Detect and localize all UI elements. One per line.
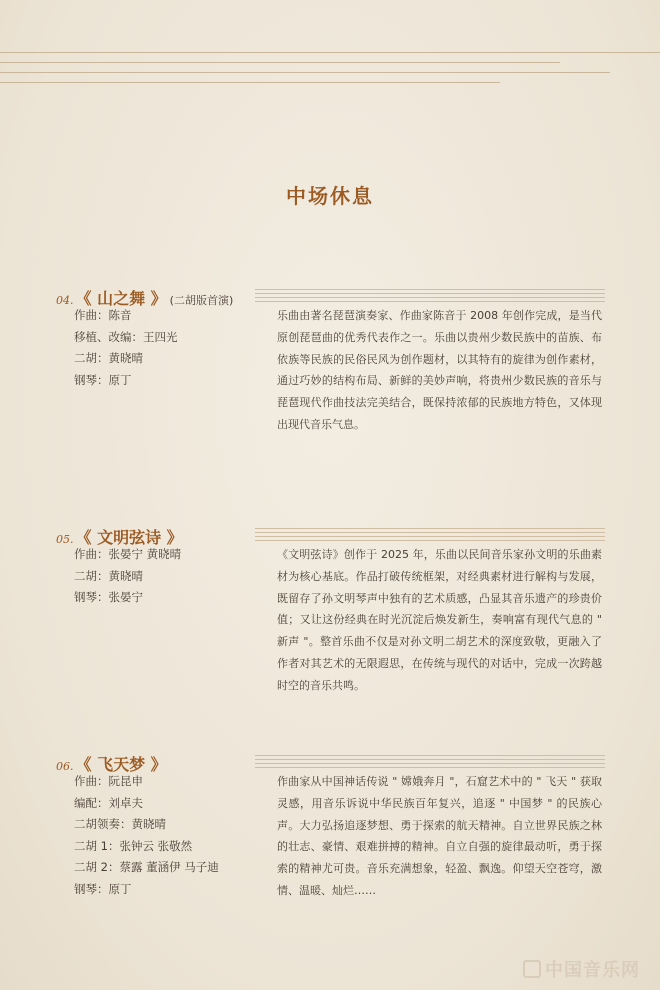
piece-credits [74, 771, 219, 900]
watermark-logo-icon [523, 960, 541, 978]
watermark [523, 956, 640, 982]
credit-line: 作曲：阮昆申 [74, 774, 143, 788]
credit-line: 钢琴：原丁 [74, 881, 132, 896]
piece-description: 《文明弦诗》创作于 2025 年，乐曲以民间音乐家孙文明的乐曲素材为核心基底。作品打破传统框架，对经典素材进行解构与发展，既留存了孙文明琴声中独有的艺术质感，凸显其音乐遗产的珍贵价值；又让这份经典在时光沉淀后焕发新生，奏响富有现代气息的 " 新声 "。整首乐曲不仅是对孙文明二胡艺术的深度致敬，更融入了作者对其艺术的无限遐思，在传统与现代的对话中，完成一次跨越时空的音乐共鸣。 [277, 548, 602, 692]
credit-line: 二胡领奏：黄晓晴 [74, 817, 166, 831]
piece-description: 乐曲由著名琵琶演奏家、作曲家陈音于 2008 年创作完成，是当代原创琵琶曲的优秀代表作之一。乐曲以贵州少数民族中的苗族、布依族等民族的民俗民风为创作题材，以其特有的旋律为创作素材，通过巧妙的结构布局、新鲜的美妙声响，将贵州少数民族的音乐与琵琶现代作曲技法完美结合，既保持浓郁的民族地方特色，又体现出现代音乐气息。 [277, 309, 602, 431]
piece-credits [74, 305, 178, 391]
credit-line: 二胡 2：蔡露 董涵伊 马子迪 [74, 860, 219, 874]
piece-title: 《 飞天梦 》 [75, 755, 167, 774]
piece-number: 04. [56, 294, 74, 307]
credit-line: 作曲：张晏宁 黄晓晴 [74, 547, 182, 561]
piece-title: 《 文明弦诗 》 [75, 528, 183, 547]
piece-description: 作曲家从中国神话传说 " 嫦娥奔月 "，石窟艺术中的 " 飞天 " 获取灵感，用音乐诉说中华民族百年复兴，追逐 " 中国梦 " 的民族心声。大力弘扬追逐梦想、勇于探索的航天精神。自立世界民族之林的壮志、豪情、艰难拼搏的精神。自立自强的旋律最动听，勇于探索的精神尤可贵。音乐充满想象，轻盈、飘逸。仰望天空苍穹，激情、温暖、灿烂…… [277, 775, 602, 897]
credit-line: 二胡：黄晓晴 [74, 568, 143, 583]
piece-number: 06. [56, 760, 74, 773]
watermark-text: 中国音乐网 [545, 960, 640, 981]
section-title: 中场休息 [286, 184, 374, 208]
credit-line: 钢琴：原丁 [74, 372, 132, 387]
piece-note: (二胡版首演) [169, 294, 234, 307]
credit-line: 二胡 1：张钟云 张敬然 [74, 838, 193, 853]
piece-credits [74, 544, 181, 609]
credit-line: 移植、改编：王四光 [74, 329, 178, 344]
credit-line: 编配：刘卓夫 [74, 795, 143, 810]
credit-line: 钢琴：张晏宁 [74, 590, 143, 604]
piece-number: 05. [56, 533, 74, 546]
piece-title: 《 山之舞 》 [75, 289, 167, 308]
top-staff-lines [0, 52, 660, 92]
credit-line: 作曲：陈音 [74, 308, 132, 322]
credit-line: 二胡：黄晓晴 [74, 351, 143, 365]
